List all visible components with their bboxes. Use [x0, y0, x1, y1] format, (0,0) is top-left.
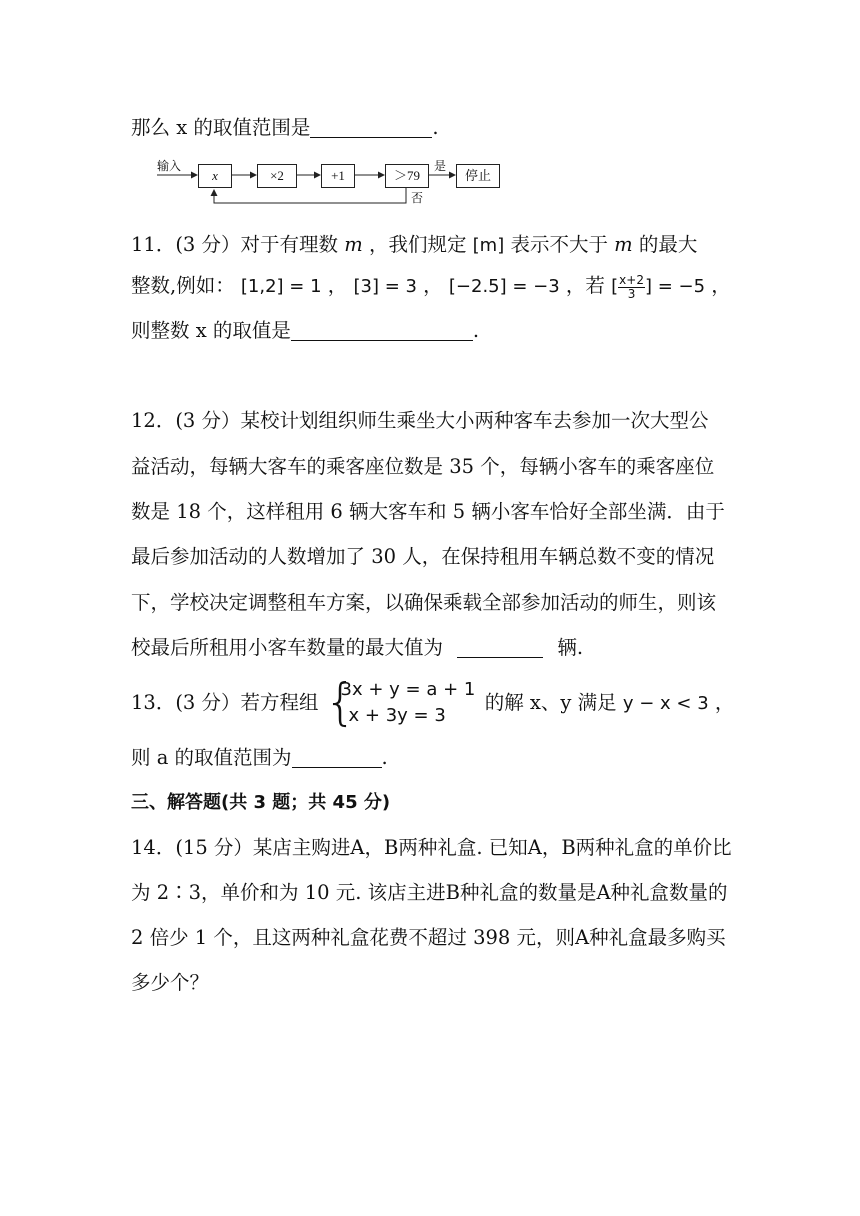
q12-line-2: 益活动，每辆大客车的乘客座位数是 35 个，每辆小客车的乘客座位 — [131, 455, 715, 478]
q10-tail-end: . — [432, 116, 439, 139]
q12-text-6a: 校最后所租用小客车数量的最大值为 — [131, 636, 444, 659]
q13-answer-blank — [292, 749, 382, 768]
q11-line-3 — [131, 316, 479, 346]
flow-box-x: x — [198, 164, 232, 188]
q13-equation-system — [324, 672, 476, 731]
q13-line-1 — [131, 672, 735, 731]
q11-text-1c: 表示不大于 — [510, 233, 608, 256]
q11-text-3: 则整数 x 的取值是 — [131, 319, 291, 342]
flowchart — [155, 157, 505, 209]
q10-answer-blank — [310, 119, 432, 138]
q14-line-1: 14．(15 分）某店主购进A，B两种礼盒. 已知A，B两种礼盒的单价比 — [131, 836, 732, 859]
q13-text-1b: 的解 x、y 满足 — [484, 691, 617, 714]
q13-equation-1: 3x + y = a + 1 — [340, 678, 476, 700]
q11-text-1d: 的最大 — [638, 233, 698, 256]
q13-end: . — [381, 746, 388, 769]
q10-tail-line — [131, 113, 439, 143]
q11-fraction-denominator: 3 — [627, 286, 636, 301]
section-3-heading: 三、解答题(共 3 题；共 45 分) — [131, 792, 391, 813]
q11-var-m-2: m — [614, 233, 633, 256]
q11-fraction — [618, 274, 645, 301]
q14-line-2: 为 2∶3，单价和为 10 元. 该店主进B种礼盒的数量是A种礼盒数量的 — [131, 881, 728, 904]
flow-box-compare: ＞79 — [385, 164, 429, 188]
q13-equation-2: x + 3y = 3 — [348, 704, 446, 726]
q11-end: . — [472, 319, 480, 342]
q11-eq-rhs: = −5 — [657, 276, 706, 297]
q13-inequality: y − x < 3 — [622, 693, 709, 714]
q13-line-2 — [131, 743, 388, 773]
q11-sep-1: ， — [327, 274, 348, 297]
q13-text-1a: 13．(3 分）若方程组 — [131, 691, 319, 714]
q12-line-6 — [131, 633, 583, 663]
q11-text-1b: ，我们规定 — [368, 233, 467, 256]
q14-line-4: 多少个？ — [131, 971, 210, 994]
q11-example-3: [−2.5] = −3 — [448, 276, 560, 297]
q14-line-3: 2 倍少 1 个，且这两种礼盒花费不超过 398 元，则A种礼盒最多购买 — [131, 926, 726, 949]
q11-sep-2: ， — [423, 274, 443, 297]
q11-answer-blank — [291, 322, 473, 341]
q12-line-4: 最后参加活动的人数增加了 30 人，在保持租用车辆总数不变的情况 — [131, 545, 715, 568]
q11-text-2a: 整数,例如： — [131, 274, 235, 297]
q13-text-2: 则 a 的取值范围为 — [131, 746, 292, 769]
q11-floor-expression: [ $\frac{x+2}{3}$ ] = −5 — [611, 272, 706, 301]
q11-example-2: [3] = 3 — [353, 276, 417, 297]
q11-bracket-m: [m] — [472, 235, 505, 256]
q11-text-2b: ，若 — [565, 274, 605, 297]
q10-tail-text: 那么 x 的取值范围是 — [131, 116, 311, 139]
flow-box-times2: ×2 — [257, 164, 297, 188]
q13-text-1c: ， — [714, 691, 735, 714]
q11-text-2c: ， — [711, 274, 731, 297]
flow-box-plus1: +1 — [321, 164, 355, 188]
q12-text-6b: 辆. — [557, 636, 584, 659]
q11-var-m: m — [344, 233, 363, 256]
q12-line-5: 下，学校决定调整租车方案，以确保乘载全部参加活动的师生，则该 — [131, 591, 717, 614]
q12-answer-blank — [457, 639, 543, 658]
q12-line-1: 12．(3 分）某校计划组织师生乘坐大小两种客车去参加一次大型公 — [131, 409, 709, 432]
flow-no-label: 否 — [411, 191, 424, 205]
flow-input-label: 输入 — [157, 159, 182, 173]
q11-line-2 — [131, 271, 731, 302]
q11-example-1: [1,2] = 1 — [240, 276, 322, 297]
q11-fraction-numerator: x+2 — [619, 272, 644, 287]
q13-brace: { — [324, 672, 357, 731]
flow-yes-label: 是 — [434, 159, 447, 173]
q12-line-3: 数是 18 个，这样租用 6 辆大客车和 5 辆小客车恰好全部坐满．由于 — [131, 500, 725, 523]
q11-text-1a: 11．(3 分）对于有理数 — [131, 233, 339, 256]
flow-box-stop: 停止 — [456, 164, 500, 188]
q11-line-1 — [131, 230, 697, 261]
